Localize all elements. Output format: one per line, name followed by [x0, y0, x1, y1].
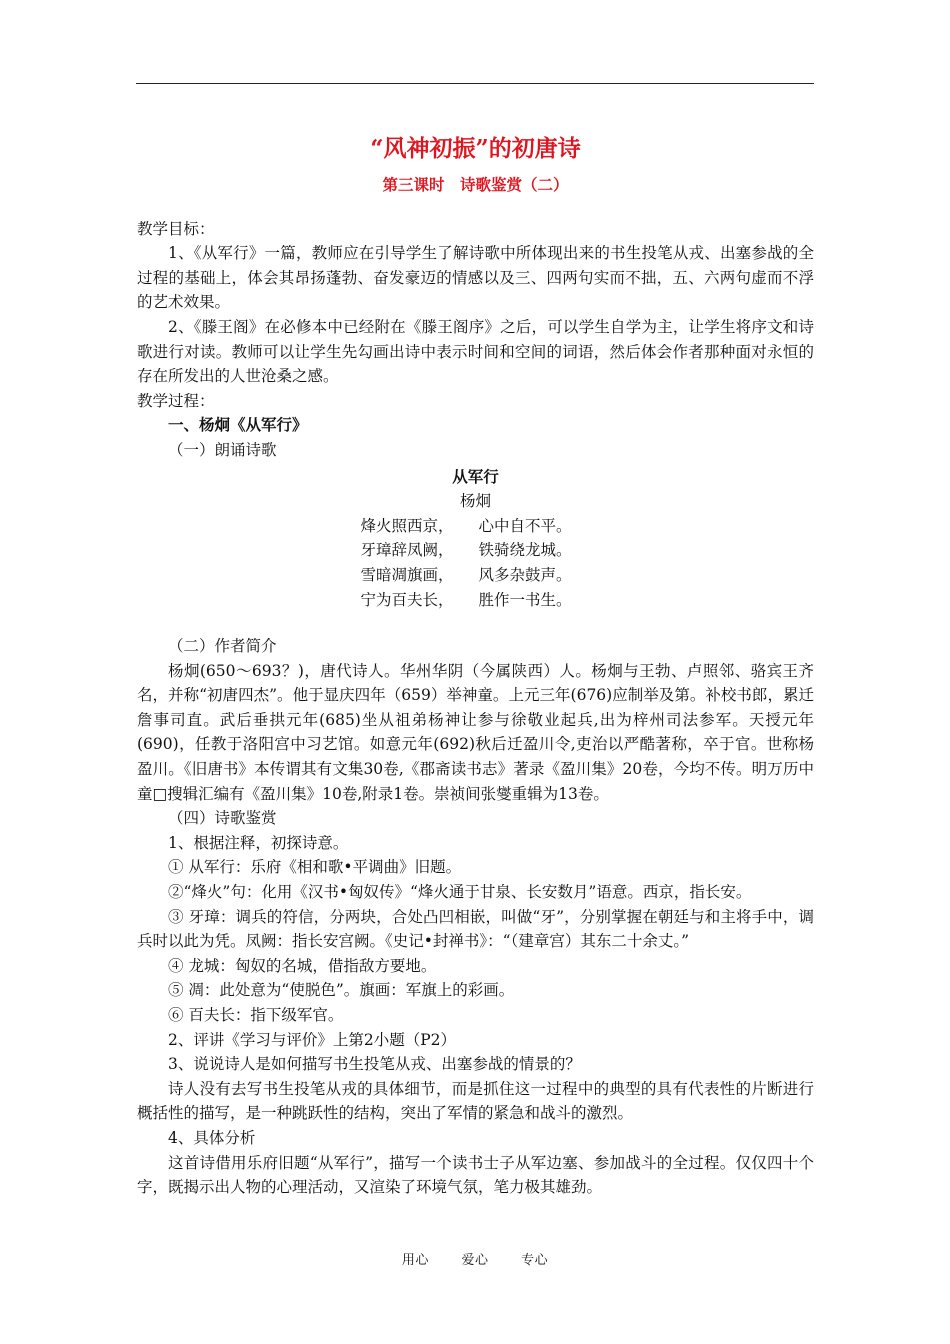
annotation-note: ⑥ 百夫长：指下级军官。 — [168, 1006, 344, 1024]
poem-line-second-half: 心中自不平。 — [478, 516, 572, 535]
question-2: 2、评讲《学习与评价》上第2小题（P2） — [168, 1030, 457, 1049]
annotation-note: ⑤ 凋：此处意为“使脱色”。旗画：军旗上的彩画。 — [168, 981, 515, 1000]
poem-author: 杨炯 — [459, 492, 491, 511]
header-rule — [136, 83, 814, 84]
spacer — [137, 612, 814, 634]
poem-block — [137, 465, 814, 613]
footer-word: 爱心 — [461, 1253, 489, 1268]
poem-line-first-half: 宁为百夫长， — [360, 590, 454, 609]
question-4: 4、具体分析 — [168, 1128, 256, 1147]
subsection-appreciation: （四）诗歌鉴赏 — [168, 809, 277, 828]
analysis-paragraph: 这首诗借用乐府旧题“从军行”，描写一个读书士子从军边塞、参加战斗的全过程。仅仅四十个字，既揭示出人物的心理活动，又渲染了环境气氛，笔力极其雄劲。 — [137, 1153, 814, 1197]
section-heading-1: 一、杨炯《从军行》 — [168, 415, 308, 435]
poem-line — [137, 514, 814, 539]
footer-word: 用心 — [401, 1253, 429, 1268]
lesson-subtitle: 第三课时 诗歌鉴赏（二） — [382, 175, 569, 194]
document-body — [137, 132, 814, 1200]
poem-line-second-half: 风多杂鼓声。 — [478, 565, 572, 584]
poem-line-first-half: 牙璋辞凤阙， — [360, 541, 454, 560]
page-title: “风神初振”的初唐诗 — [370, 135, 581, 162]
poem-line-first-half: 雪暗凋旗画， — [360, 565, 454, 584]
poem-line-first-half: 烽火照西京， — [360, 516, 454, 535]
poem-line-second-half: 胜作一书生。 — [478, 590, 572, 609]
annotation-note: ③ 牙璋：调兵的符信，分两块，合处凸凹相嵌，叫做“牙”，分别掌握在朝廷与和主将手中，调兵时以此为凭。凤阙：指长安宫阙。《史记•封禅书》：“（建章宫）其东二十余丈。” — [137, 907, 814, 951]
author-bio-paragraph: 杨炯(650～693？)，唐代诗人。华州华阴（今属陕西）人。杨炯与王勃、卢照邻、骆宾王齐名，并称“初唐四杰”。他于显庆四年（659）举神童。上元三年(676)应制举及第。补校书郎，累迁詹事司直。武后垂拱元年(685)坐从祖弟杨神让参与徐敬业起兵,出为梓州司法参军。天授元年(690)，任教于洛阳宫中习艺馆。如意元年(692)秋后迁盈川令,吏治以严酷著称，卒于官。世称杨盈川。《旧唐书》本传谓其有文集30卷,《郡斋读书志》著录《盈川集》20卷，今均不传。明万历中童□搜辑汇编有《盈川集》10卷,附录1卷。崇祯间张燮重辑为13卷。 — [137, 661, 814, 803]
poem-line — [137, 538, 814, 563]
page-footer — [0, 1249, 950, 1268]
goal-paragraph-2: 2、《滕王阁》在必修本中已经附在《滕王阁序》之后，可以学生自学为主，让学生将序文和诗歌进行对读。教师可以让学生先勾画出诗中表示时间和空间的词语，然后体会作者那种面对永恒的存在所发出的人世沧桑之感。 — [137, 317, 814, 386]
poem-title: 从军行 — [452, 466, 499, 486]
annotation-note: ②“烽火”句：化用《汉书•匈奴传》“烽火通于甘泉、长安数月”语意。西京，指长安。 — [168, 883, 752, 902]
goal-paragraph-1: 1、《从军行》一篇，教师应在引导学生了解诗歌中所体现出来的书生投笔从戎、出塞参战的全过程的基础上，体会其昂扬蓬勃、奋发豪迈的情感以及三、四两句实而不拙，五、六两句虚而不浮的艺术效果。 — [137, 244, 814, 312]
process-label: 教学过程： — [137, 391, 215, 410]
goal-label: 教学目标： — [137, 219, 215, 238]
annotation-note: ① 从军行：乐府《相和歌•平调曲》旧题。 — [168, 858, 462, 877]
footer-word: 专心 — [521, 1253, 549, 1268]
poem-line — [137, 588, 814, 613]
poem-line-second-half: 铁骑绕龙城。 — [478, 541, 572, 560]
question-3: 3、说说诗人是如何描写书生投笔从戎、出塞参战的情景的？ — [168, 1055, 581, 1074]
poem-line — [137, 563, 814, 588]
subsection-recite: （一）朗诵诗歌 — [168, 440, 277, 459]
question-1: 1、根据注释，初探诗意。 — [168, 833, 349, 852]
answer-3: 诗人没有去写书生投笔从戎的具体细节，而是抓住这一过程中的典型的具有代表性的片断进行概括性的描写，是一种跳跃性的结构，突出了军情的紧急和战斗的激烈。 — [137, 1079, 814, 1123]
annotation-note: ④ 龙城：匈奴的名城，借指敌方要地。 — [168, 956, 437, 975]
subsection-author-intro: （二）作者简介 — [168, 637, 277, 656]
